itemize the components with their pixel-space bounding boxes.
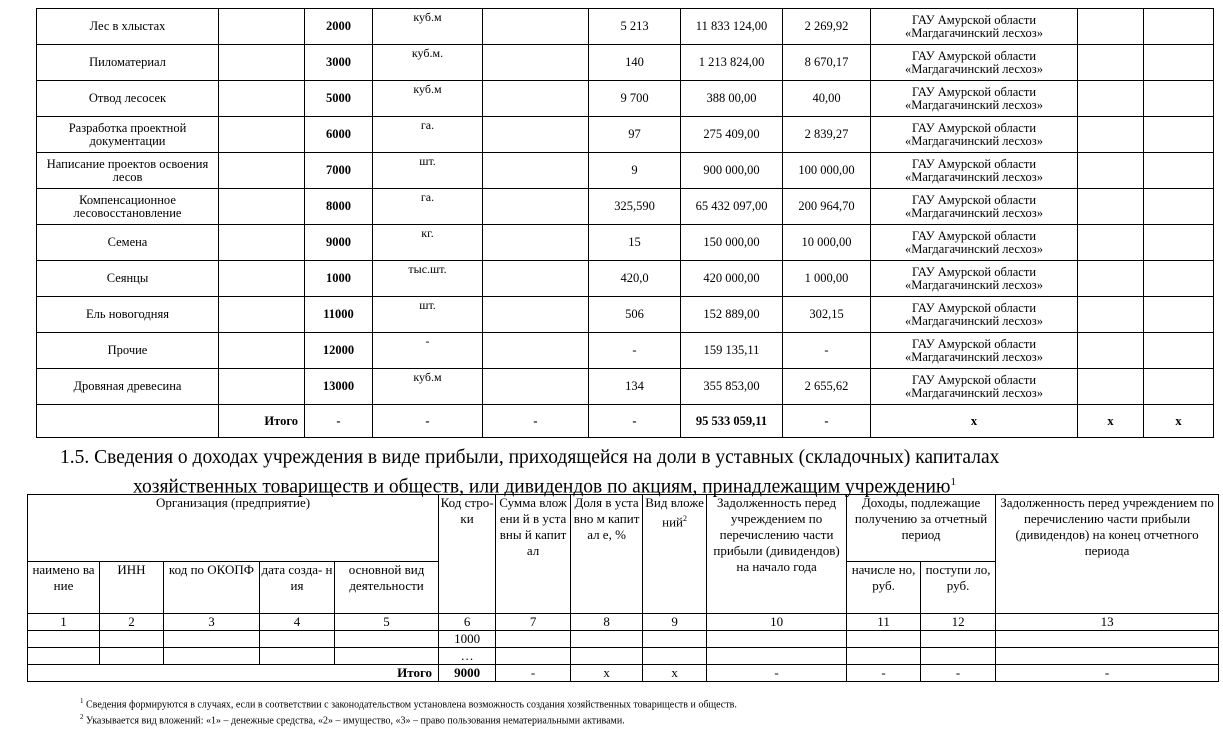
product-unit: га. [373,117,483,153]
cell [847,648,921,665]
product-sum: 900 000,00 [681,153,783,189]
product-org-line1: ГАУ Амурской области [911,12,1037,27]
product-col11 [1144,333,1214,369]
product-col5 [483,333,589,369]
product-col11 [1144,225,1214,261]
column-number: 1 [28,614,100,631]
product-name: Пиломатериал [37,45,219,81]
product-org-line2: «Магдагачинский лесхоз» [905,349,1043,364]
product-org [871,225,1078,261]
heading-footnote-mark: 1 [950,476,957,488]
product-sum: 150 000,00 [681,225,783,261]
product-sum: 11 833 124,00 [681,9,783,45]
row-dots: … [439,648,496,665]
column-number: 8 [571,614,643,631]
product-org-line1: ГАУ Амурской области [911,372,1037,387]
product-blank [219,333,305,369]
footnote-2-text: Указывается вид вложений: «1» – денежные средства, «2» – имущество, «3» – право пользования нематериальными активами. [86,715,625,727]
product-org-line2: «Магдагачинский лесхоз» [905,205,1043,220]
product-qty: 15 [589,225,681,261]
product-row [37,189,1214,225]
cell [996,648,1219,665]
product-org [871,117,1078,153]
header-main-activity: основной вид деятельности [335,562,439,614]
product-qty: 506 [589,297,681,333]
product-row [37,297,1214,333]
dividends-total-c9: х [643,665,707,682]
heading-line2-text: хозяйственных товариществ и обществ, или дивидендов по акциям, принадлежащим учреждению [133,476,951,498]
product-org-line1: ГАУ Амурской области [911,48,1037,63]
cell [643,648,707,665]
product-col11 [1144,369,1214,405]
dividends-total-c11: - [847,665,921,682]
total-x2: х [1144,405,1214,438]
dividends-table [27,494,1219,682]
product-row [37,369,1214,405]
product-col10 [1078,117,1144,153]
cell [335,648,439,665]
product-col10 [1078,9,1144,45]
column-numbers-row [28,614,1219,631]
product-col11 [1144,297,1214,333]
product-sum: 159 135,11 [681,333,783,369]
product-col5 [483,225,589,261]
cell [847,631,921,648]
column-number: 9 [643,614,707,631]
column-number: 12 [921,614,996,631]
products-table-body [37,9,1214,405]
product-qty: 140 [589,45,681,81]
product-unit: шт. [373,297,483,333]
product-code: 3000 [305,45,373,81]
product-blank [219,297,305,333]
product-name: Написание проектов освоения лесов [37,153,219,189]
footnote-1-text: Сведения формируются в случаях, если в соответствии с законодательством установлена возможность создания хозяйственных товариществ и обществ. [86,699,737,711]
product-col11 [1144,153,1214,189]
dividends-total-label: Итого [28,665,439,682]
header-investment-kind-text: Вид вложе ний [645,495,704,530]
data-row [28,631,1219,648]
cell [707,648,847,665]
header-okopf: код по ОКОПФ [164,562,260,614]
product-qty: 97 [589,117,681,153]
product-org-line1: ГАУ Амурской области [911,228,1037,243]
product-unit: - [373,333,483,369]
header-organization: Организация (предприятие) [28,495,439,562]
product-unit: куб.м [373,369,483,405]
product-qty: 134 [589,369,681,405]
cell [707,631,847,648]
product-row [37,333,1214,369]
header-line-code: Код стро- ки [439,495,496,614]
product-org [871,333,1078,369]
product-col10 [1078,225,1144,261]
product-price: 100 000,00 [783,153,871,189]
product-name: Дровяная древесина [37,369,219,405]
product-col10 [1078,45,1144,81]
product-sum: 65 432 097,00 [681,189,783,225]
product-unit: куб.м. [373,45,483,81]
column-number: 3 [164,614,260,631]
product-name: Прочие [37,333,219,369]
product-org-line2: «Магдагачинский лесхоз» [905,61,1043,76]
product-code: 2000 [305,9,373,45]
product-col11 [1144,261,1214,297]
product-org-line1: ГАУ Амурской области [911,264,1037,279]
dividends-total-c12: - [921,665,996,682]
product-price: 302,15 [783,297,871,333]
cell [28,631,100,648]
product-col10 [1078,261,1144,297]
total-sum: 95 533 059,11 [681,405,783,438]
dividends-total-row [28,665,1219,682]
column-number: 2 [100,614,164,631]
product-blank [219,45,305,81]
column-number: 6 [439,614,496,631]
cell [643,631,707,648]
dividends-total-c13: - [996,665,1219,682]
product-name: Ель новогодняя [37,297,219,333]
product-sum: 275 409,00 [681,117,783,153]
product-code: 6000 [305,117,373,153]
product-org-line2: «Магдагачинский лесхоз» [905,133,1043,148]
product-code: 5000 [305,81,373,117]
cell [996,631,1219,648]
total-unit: - [373,405,483,438]
product-col5 [483,153,589,189]
row-code: 1000 [439,631,496,648]
footnote-2 [80,711,625,727]
product-col11 [1144,45,1214,81]
product-price: 200 964,70 [783,189,871,225]
product-name: Разработка проектной документации [37,117,219,153]
total-col5: - [483,405,589,438]
product-col5 [483,297,589,333]
product-code: 9000 [305,225,373,261]
product-org [871,81,1078,117]
dividends-total-c10: - [707,665,847,682]
header-name: наимено вание [28,562,100,614]
product-price: 1 000,00 [783,261,871,297]
product-col5 [483,9,589,45]
header-received: поступи ло, руб. [921,562,996,614]
product-org [871,9,1078,45]
product-qty: 325,590 [589,189,681,225]
product-blank [219,189,305,225]
product-qty: 9 [589,153,681,189]
product-col10 [1078,81,1144,117]
product-org [871,369,1078,405]
products-table [36,8,1214,438]
product-row [37,225,1214,261]
product-price: 10 000,00 [783,225,871,261]
product-col10 [1078,189,1144,225]
product-org [871,189,1078,225]
header-debt-start: Задолженность перед учреждением по перечислению части прибыли (дивидендов) на начало года [707,495,847,614]
product-blank [219,369,305,405]
product-price: 2 269,92 [783,9,871,45]
product-unit: кг. [373,225,483,261]
product-blank [219,261,305,297]
product-row [37,9,1214,45]
cell [571,648,643,665]
cell [164,648,260,665]
product-row [37,153,1214,189]
product-blank [219,117,305,153]
cell [260,648,335,665]
product-org-line2: «Магдагачинский лесхоз» [905,385,1043,400]
product-name: Отвод лесосек [37,81,219,117]
product-org-line1: ГАУ Амурской области [911,156,1037,171]
header-share-percent: Доля в уставно м капитал е, % [571,495,643,614]
product-org [871,45,1078,81]
column-number: 5 [335,614,439,631]
cell [100,631,164,648]
product-name: Лес в хлыстах [37,9,219,45]
product-price: - [783,333,871,369]
product-sum: 388 00,00 [681,81,783,117]
cell [496,648,571,665]
cell [164,631,260,648]
product-code: 7000 [305,153,373,189]
section-heading [60,446,1160,500]
cell [921,631,996,648]
product-code: 8000 [305,189,373,225]
total-code: - [305,405,373,438]
product-sum: 355 853,00 [681,369,783,405]
product-sum: 152 889,00 [681,297,783,333]
dividends-total-c8: х [571,665,643,682]
product-org-line2: «Магдагачинский лесхоз» [905,97,1043,112]
total-x1: х [1078,405,1144,438]
product-qty: 9 700 [589,81,681,117]
product-unit: тыс.шт. [373,261,483,297]
product-name: Сеянцы [37,261,219,297]
product-name: Компенсационное лесовосстановление [37,189,219,225]
product-blank [219,225,305,261]
dividends-total-code: 9000 [439,665,496,682]
column-number: 7 [496,614,571,631]
product-col11 [1144,9,1214,45]
product-org-line2: «Магдагачинский лесхоз» [905,277,1043,292]
product-sum: 420 000,00 [681,261,783,297]
product-qty: 420,0 [589,261,681,297]
header-income: Доходы, подлежащие получению за отчетный период [847,495,996,562]
header-kind-footnote-mark: 2 [683,514,687,523]
column-number: 11 [847,614,921,631]
product-col10 [1078,297,1144,333]
product-col11 [1144,189,1214,225]
heading-line1: 1.5. Сведения о доходах учреждения в виде прибыли, приходящейся на доли в уставных (складочных) капиталах [60,447,1000,468]
product-code: 12000 [305,333,373,369]
product-qty: 5 213 [589,9,681,45]
column-number: 10 [707,614,847,631]
header-accrued: начисле но, руб. [847,562,921,614]
cell [496,631,571,648]
total-org: х [871,405,1078,438]
header-debt-end: Задолженность перед учреждением по перечислению части прибыли (дивидендов) на конец отчетного периода [996,495,1219,614]
total-price: - [783,405,871,438]
product-col10 [1078,153,1144,189]
product-org-line2: «Магдагачинский лесхоз» [905,313,1043,328]
product-col5 [483,189,589,225]
product-org [871,261,1078,297]
product-col5 [483,117,589,153]
product-price: 2 839,27 [783,117,871,153]
product-org-line1: ГАУ Амурской области [911,300,1037,315]
product-code: 1000 [305,261,373,297]
product-org-line2: «Магдагачинский лесхоз» [905,169,1043,184]
cell [100,648,164,665]
header-row-1 [28,495,1219,562]
column-number: 4 [260,614,335,631]
product-col10 [1078,369,1144,405]
cell [260,631,335,648]
product-unit: га. [373,189,483,225]
footnote-1 [80,695,737,711]
product-code: 11000 [305,297,373,333]
product-org-line2: «Магдагачинский лесхоз» [905,25,1043,40]
cell [28,648,100,665]
product-org-line1: ГАУ Амурской области [911,192,1037,207]
product-org-line2: «Магдагачинский лесхоз» [905,241,1043,256]
footnote-2-mark: 2 [80,713,84,721]
product-price: 40,00 [783,81,871,117]
product-sum: 1 213 824,00 [681,45,783,81]
product-row [37,81,1214,117]
product-col5 [483,81,589,117]
footnote-1-mark: 1 [80,697,84,705]
header-investment-kind [643,495,707,614]
product-unit: куб.м [373,81,483,117]
product-org [871,297,1078,333]
product-col5 [483,369,589,405]
product-blank [219,81,305,117]
total-qty: - [589,405,681,438]
product-price: 2 655,62 [783,369,871,405]
product-org [871,153,1078,189]
product-col5 [483,261,589,297]
product-blank [219,153,305,189]
data-row-dots [28,648,1219,665]
product-row [37,117,1214,153]
product-unit: шт. [373,153,483,189]
total-blank [37,405,219,438]
product-price: 8 670,17 [783,45,871,81]
total-label: Итого [219,405,305,438]
column-number: 13 [996,614,1219,631]
product-blank [219,9,305,45]
product-col5 [483,45,589,81]
product-qty: - [589,333,681,369]
product-name: Семена [37,225,219,261]
cell [335,631,439,648]
product-org-line1: ГАУ Амурской области [911,120,1037,135]
product-row [37,45,1214,81]
cell [571,631,643,648]
product-col11 [1144,117,1214,153]
header-investment-sum: Сумма вложени й в уставны й капитал [496,495,571,614]
product-unit: куб.м [373,9,483,45]
product-row [37,261,1214,297]
product-org-line1: ГАУ Амурской области [911,336,1037,351]
header-creation-date: дата созда- ния [260,562,335,614]
product-col10 [1078,333,1144,369]
product-col11 [1144,81,1214,117]
header-inn: ИНН [100,562,164,614]
cell [921,648,996,665]
product-code: 13000 [305,369,373,405]
dividends-total-c7: - [496,665,571,682]
products-total-row [37,405,1214,438]
product-org-line1: ГАУ Амурской области [911,84,1037,99]
